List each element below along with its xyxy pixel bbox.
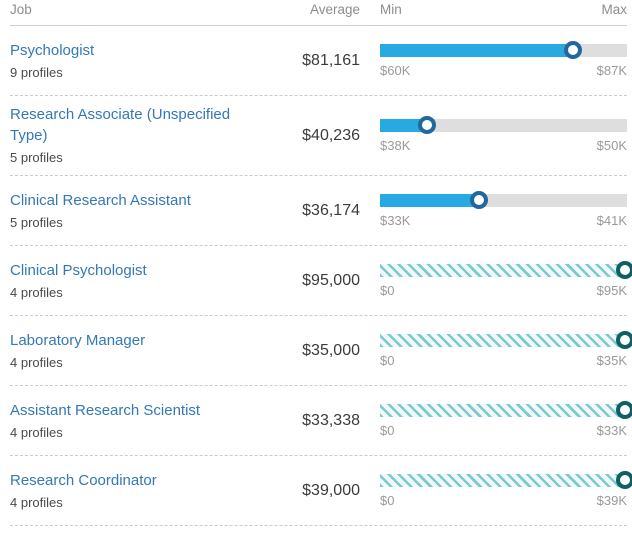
job-link[interactable]: Psychologist <box>10 41 95 59</box>
column-header-job: Job <box>10 2 32 17</box>
table-row <box>10 316 627 386</box>
job-link[interactable]: Research Associate (Unspecified Type) <box>10 106 231 144</box>
job-cell <box>10 470 275 512</box>
column-header-average: Average <box>309 2 360 17</box>
profiles-count: 5 profiles <box>10 150 63 165</box>
max-salary-label: $87K <box>596 62 627 78</box>
salary-range-slider[interactable] <box>380 334 627 347</box>
table-row <box>10 176 627 246</box>
range-cell <box>380 119 627 153</box>
range-labels <box>380 493 627 508</box>
job-cell <box>10 330 275 372</box>
min-salary-label: $0 <box>380 352 395 368</box>
table-header <box>10 0 627 26</box>
min-salary-label: $33K <box>380 212 411 228</box>
slider-handle-icon[interactable] <box>418 116 436 134</box>
job-cell <box>10 190 275 232</box>
column-header-min: Min <box>380 2 402 17</box>
range-labels <box>380 423 627 438</box>
slider-handle-icon[interactable] <box>616 401 632 419</box>
max-salary-label: $33K <box>596 422 627 438</box>
table-row <box>10 386 627 456</box>
profiles-count: 4 profiles <box>10 354 63 370</box>
min-salary-label: $0 <box>380 282 395 298</box>
salary-range-slider[interactable] <box>380 474 627 487</box>
min-salary-label: $60K <box>380 62 411 78</box>
profiles-count: 9 profiles <box>10 64 63 80</box>
range-labels <box>380 213 627 228</box>
range-labels <box>380 353 627 368</box>
salary-range-slider[interactable] <box>380 44 627 57</box>
max-salary-label: $39K <box>596 492 627 508</box>
job-link[interactable]: Assistant Research Scientist <box>10 401 201 419</box>
job-cell <box>10 40 275 82</box>
max-salary-label: $41K <box>596 212 627 228</box>
average-salary: $95,000 <box>302 271 360 289</box>
table-row <box>10 26 627 96</box>
average-salary: $36,174 <box>302 201 360 219</box>
min-salary-label: $0 <box>380 422 395 438</box>
max-salary-label: $50K <box>596 137 627 153</box>
salary-range-slider[interactable] <box>380 264 627 277</box>
range-labels <box>380 63 627 78</box>
table-row <box>10 246 627 316</box>
table-row <box>10 456 627 526</box>
range-cell <box>380 44 627 78</box>
slider-fill <box>380 194 479 207</box>
job-link[interactable]: Clinical Research Assistant <box>10 191 191 209</box>
profiles-count: 4 profiles <box>10 494 63 510</box>
profiles-count: 4 profiles <box>10 424 63 440</box>
profiles-count: 4 profiles <box>10 284 63 300</box>
job-link[interactable]: Clinical Psychologist <box>10 261 147 279</box>
job-cell <box>10 400 275 442</box>
slider-handle-icon[interactable] <box>616 471 632 489</box>
range-labels <box>380 138 627 153</box>
max-salary-label: $35K <box>596 352 627 368</box>
min-salary-label: $38K <box>380 137 411 153</box>
range-cell <box>380 334 627 368</box>
range-cell <box>380 264 627 298</box>
table-row <box>10 96 627 176</box>
range-labels <box>380 283 627 298</box>
range-cell <box>380 474 627 508</box>
job-link[interactable]: Laboratory Manager <box>10 331 146 349</box>
slider-handle-icon[interactable] <box>616 331 632 349</box>
average-salary: $39,000 <box>302 481 360 499</box>
column-header-range <box>380 2 627 17</box>
salary-range-slider[interactable] <box>380 194 627 207</box>
slider-fill <box>380 44 573 57</box>
slider-handle-icon[interactable] <box>616 261 632 279</box>
max-salary-label: $95K <box>596 282 627 298</box>
average-salary: $40,236 <box>302 126 360 144</box>
job-cell <box>10 260 275 302</box>
range-cell <box>380 194 627 228</box>
range-cell <box>380 404 627 438</box>
salary-range-slider[interactable] <box>380 119 627 132</box>
slider-handle-icon[interactable] <box>470 191 488 209</box>
column-header-max: Max <box>601 2 627 17</box>
job-link[interactable]: Research Coordinator <box>10 471 157 489</box>
job-cell <box>10 104 275 167</box>
table-body <box>10 26 627 526</box>
salary-range-slider[interactable] <box>380 404 627 417</box>
average-salary: $35,000 <box>302 341 360 359</box>
average-salary: $33,338 <box>302 411 360 429</box>
profiles-count: 5 profiles <box>10 214 63 230</box>
min-salary-label: $0 <box>380 492 395 508</box>
slider-handle-icon[interactable] <box>564 41 582 59</box>
average-salary: $81,161 <box>302 51 360 69</box>
